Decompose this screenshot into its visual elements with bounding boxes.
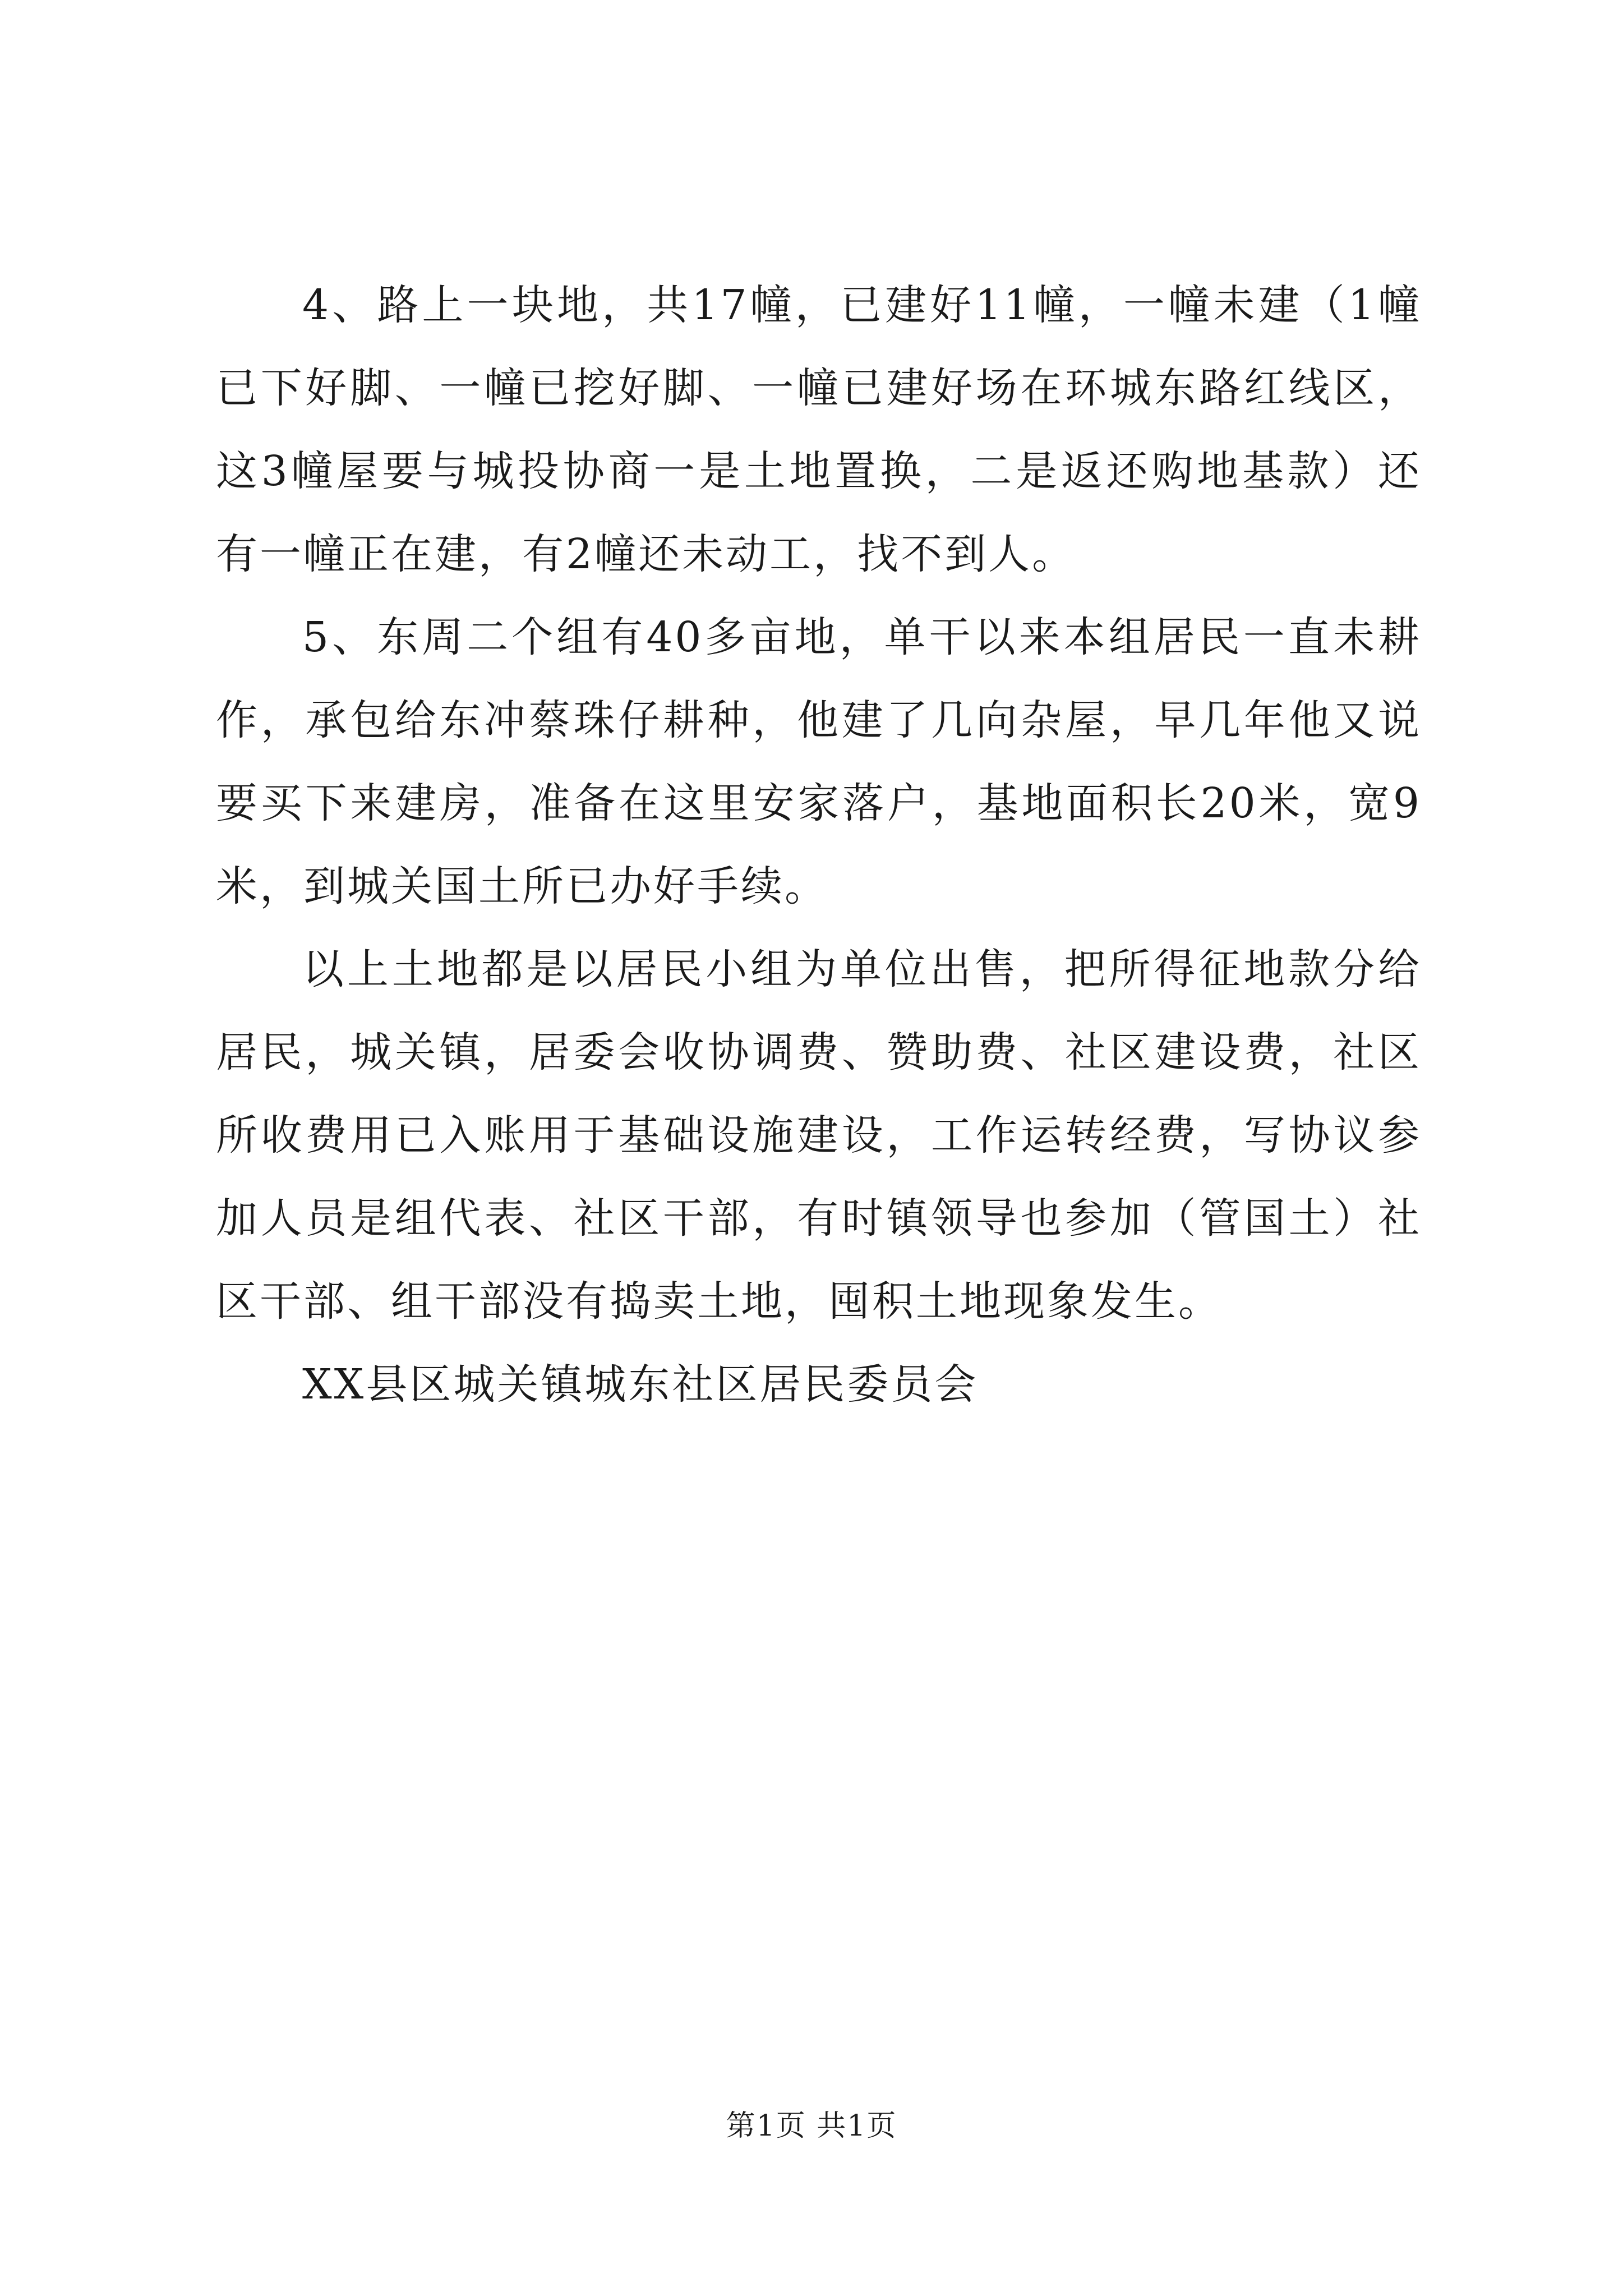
page-footer: 第1页 共1页 bbox=[726, 2109, 897, 2143]
document-body bbox=[216, 264, 1422, 1426]
signature-line: XX县区城关镇城东社区居民委员会 bbox=[302, 1360, 979, 1409]
paragraph-item-5: 5、东周二个组有40多亩地，单干以来本组居民一直未耕作，承包给东冲蔡珠仔耕种，他建了几向杂屋，早几年他又说要买下来建房，准备在这里安家落户，基地面积长20米，宽9米，到城关国土所已办好手续。 bbox=[216, 613, 1422, 910]
paragraph-summary: 以上土地都是以居民小组为单位出售，把所得征地款分给居民，城关镇，居委会收协调费、赞助费、社区建设费，社区所收费用已入账用于基础设施建设，工作运转经费，写协议参加人员是组代表、社区干部，有时镇领导也参加（管国土）社区干部、组干部没有捣卖土地，囤积土地现象发生。 bbox=[216, 945, 1422, 1326]
paragraph-item-4: 4、路上一块地，共17幢，已建好11幢，一幢未建（1幢已下好脚、一幢已挖好脚、一幢已建好场在环城东路红线区，这3幢屋要与城投协商一是土地置换，二是返还购地基款）还有一幢正在建，有2幢还未动工，找不到人。 bbox=[216, 281, 1422, 578]
